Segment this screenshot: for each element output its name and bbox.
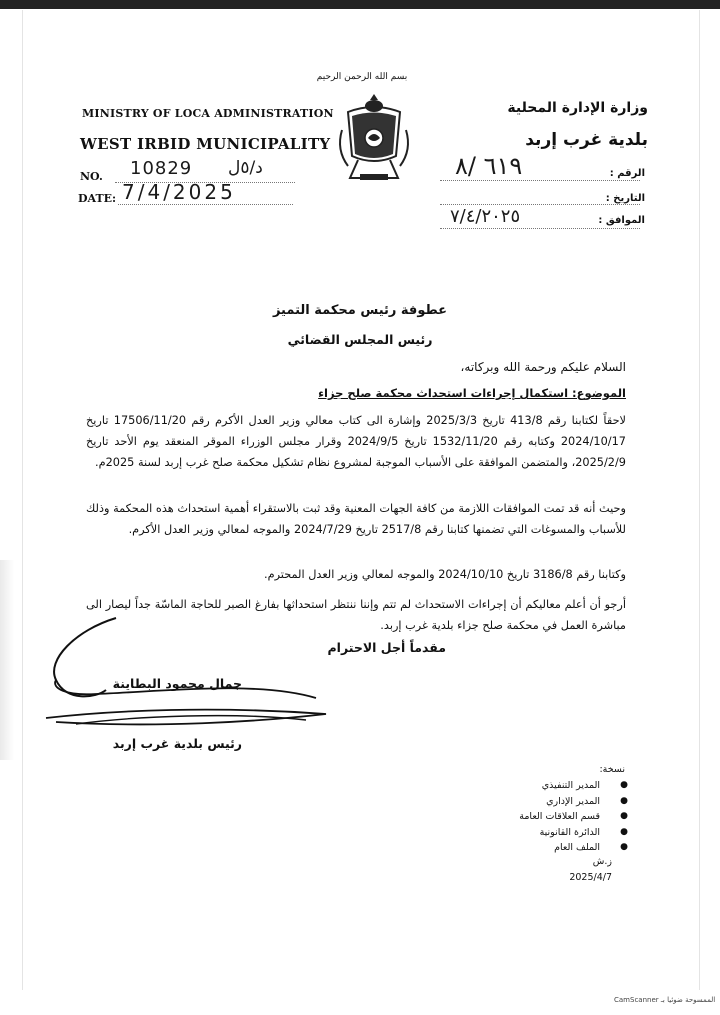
ar-ref-value: ٦١٩ /٨ (455, 152, 523, 180)
ar-corresponding-value: ٧/٤/٢٠٢٥ (450, 206, 521, 227)
bullet-icon: ● (620, 826, 628, 837)
typist-initials: ز.ش (592, 856, 612, 867)
ar-ref-label: الرقم : (609, 168, 645, 179)
ar-date-dotted-line (440, 204, 640, 205)
bullet-icon: ● (620, 780, 628, 790)
bullet-icon: ● (620, 842, 628, 852)
typed-date: 2025/4/7 (569, 872, 612, 883)
paragraph-3: وكتابنا رقم 3186/8 تاريخ 2024/10/10 والموجه لمعالي وزير العدل المحترم. (263, 568, 626, 581)
scan-top-edge (0, 0, 720, 9)
date-dotted-line (118, 204, 293, 205)
signer-name: جمال محمود البطاينة (112, 676, 242, 691)
paragraph-1: لاحقاً لكتابنا رقم 413/8 تاريخ 2025/3/3 وإشارة الى كتاب معالي وزير العدل الأكرم رقم 17506/11/20 تاريخ 2024/10/17 وكتابه رقم 1532/11/20 تاريخ 2024/9/5 وقرار مجلس الوزراء الموقر المنعقد يوم الأحد تاريخ 2025/2/9، والمتضمن الموافقة على الأسباب الموجبة لمشروع نظام تشكيل محكمة صلح غرب إربد لسنة 2025م. (86, 414, 626, 469)
jordan-coat-of-arms-icon (334, 90, 414, 190)
paragraph-4: أرجو أن أعلم معاليكم أن إجراءات الاستحداث لم تتم وإننا ننتظر استحداثها بفارغ الصبر للحاجة الماسّة جداً ليصار الى مباشرة العمل في محكمة صلح جزاء بلدية غرب إربد. (86, 598, 626, 632)
greeting: السلام عليكم ورحمة الله وبركاته، (460, 360, 626, 374)
ar-date-label: التاريخ : (605, 193, 645, 204)
copy-list (472, 778, 628, 856)
date-value: 7/4/2025 (122, 180, 236, 204)
paragraph-2: وحيث أنه قد تمت الموافقات اللازمة من كافة الجهات المعنية وقد ثبت بالاستقراء أهمية استحداث هذه المحكمة وذلك للأسباب والمسوغات التي تضمنها كتابنا رقم 2517/8 تاريخ 2024/7/29 والموجه لمعالي وزير العدل الأكرم. (86, 502, 626, 536)
bullet-icon: ● (620, 811, 628, 821)
ministry-name-ar: وزارة الإدارة المحلية (507, 100, 648, 116)
handwritten-signature (36, 610, 336, 740)
recipient-line-2: رئيس المجلس القضائي (287, 332, 433, 347)
ar-corresponding-label: الموافق : (598, 215, 645, 226)
copy-item: ● المدير الإداري (472, 794, 612, 810)
copy-label: نسخة: (599, 764, 625, 775)
scan-shadow (0, 560, 14, 760)
ar-ref-dotted-line (440, 180, 640, 181)
copy-item: ● الملف العام (472, 840, 612, 856)
copy-item: ● الدائرة القانونية (472, 825, 612, 841)
date-label: DATE: (78, 192, 117, 205)
basmala: بسم الله الرحمن الرحيم (316, 72, 408, 82)
municipality-name-ar: بلدية غرب إربد (525, 130, 648, 150)
number-label: NO. (80, 170, 103, 183)
copy-item: ● قسم العلاقات العامة (472, 809, 612, 825)
subject-line: الموضوع: استكمال إجراءات استحداث محكمة صلح جزاء (318, 386, 626, 400)
ar-corresponding-dotted-line (440, 228, 640, 229)
number-value: 10829 (130, 158, 193, 179)
closing: مقدماً أجل الاحترام (327, 640, 446, 655)
copy-item: ● المدير التنفيذي (472, 778, 612, 794)
ministry-name-en: MINISTRY OF LOCA ADMINISTRATION (82, 107, 334, 120)
bullet-icon: ● (620, 795, 628, 806)
number-suffix: د/٥ل (228, 158, 263, 178)
recipient-line-1: عطوفة رئيس محكمة التميز (272, 303, 448, 318)
signer-title: رئيس بلدية غرب إربد (112, 736, 242, 751)
camscanner-watermark: CamScanner الممسوحة ضوئيا بـ (614, 996, 716, 1004)
municipality-name-en: WEST IRBID MUNICIPALITY (80, 135, 331, 153)
